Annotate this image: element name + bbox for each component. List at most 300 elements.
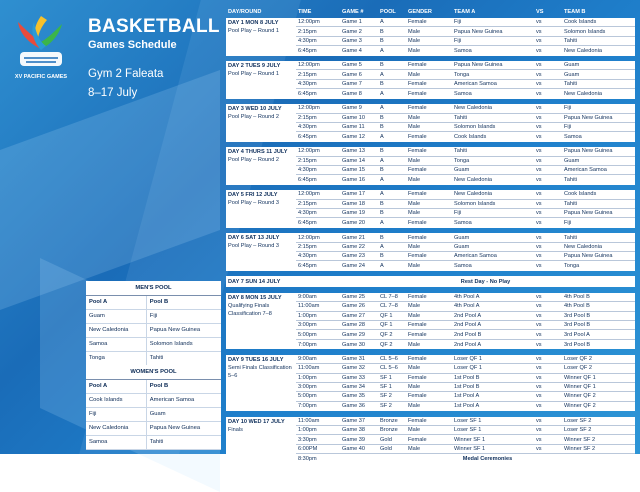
day-block [226, 190, 635, 228]
game-pool: CL 5–6 [380, 355, 398, 362]
game-rows [296, 104, 635, 142]
team-a: Papua New Guinea [454, 62, 503, 69]
team-a: 4th Pool A [454, 303, 480, 310]
game-rows [296, 190, 635, 228]
game-gender: Female [408, 294, 427, 301]
day-label: DAY 9 TUES 16 JULY [228, 356, 284, 363]
vs-label: vs [536, 200, 542, 207]
day-label: DAY 10 WED 17 JULY [228, 418, 285, 425]
pool-b-header: Pool B [146, 379, 221, 393]
col-gender: GENDER [408, 8, 432, 15]
day-label: DAY 7 SUN 14 JULY [228, 278, 281, 285]
round-label: Pool Play – Round 3 [228, 200, 279, 207]
game-time: 1:00pm [298, 374, 317, 381]
team-a: 1st Pool B [454, 374, 480, 381]
day-label-cell [226, 417, 296, 464]
vs-label: vs [536, 445, 542, 452]
game-time: 4:30pm [298, 124, 317, 131]
game-gender: Male [408, 263, 421, 270]
game-time: 2:15pm [298, 200, 317, 207]
vs-label: vs [536, 105, 542, 112]
game-number: Game 12 [342, 133, 366, 140]
table-row [296, 37, 635, 46]
game-number: Game 19 [342, 210, 366, 217]
game-pool: A [380, 90, 384, 97]
table-row [296, 383, 635, 392]
team-a: Fiji [454, 210, 462, 217]
team-b: Tahiti [564, 177, 578, 184]
day-label-cell [226, 233, 296, 271]
day-label: DAY 4 THURS 11 JULY [228, 149, 288, 156]
team-a: Papua New Guinea [454, 28, 503, 35]
game-time: 4:30pm [298, 81, 317, 88]
game-number: Game 18 [342, 200, 366, 207]
day-block [226, 18, 635, 56]
game-number: Game 32 [342, 365, 366, 372]
game-gender: Female [408, 322, 427, 329]
table-row [296, 252, 635, 261]
game-pool: B [380, 81, 384, 88]
team-a: 4th Pool A [454, 294, 480, 301]
table-row [86, 351, 221, 365]
team-b: Papua New Guinea [564, 114, 613, 121]
game-gender: Male [408, 200, 421, 207]
team-a: American Samoa [454, 253, 497, 260]
game-time: 12:00pm [298, 234, 320, 241]
table-row [296, 321, 635, 330]
vs-label: vs [536, 71, 542, 78]
game-gender: Female [408, 167, 427, 174]
pool-team: Fiji [146, 309, 221, 323]
vs-label: vs [536, 62, 542, 69]
game-gender: Female [408, 417, 427, 424]
vs-label: vs [536, 253, 542, 260]
pool-team: Tahiti [146, 435, 221, 449]
day-label-cell [226, 190, 296, 228]
game-pool: SF 1 [380, 384, 392, 391]
game-pool: QF 1 [380, 322, 393, 329]
pool-b-header: Pool B [146, 295, 221, 309]
game-gender: Male [408, 114, 421, 121]
day-label-cell [226, 18, 296, 56]
game-time: 7:00pm [298, 341, 317, 348]
team-b: Tahiti [564, 81, 578, 88]
game-time: 12:00pm [298, 148, 320, 155]
game-number: Game 20 [342, 220, 366, 227]
schedule-header [226, 5, 635, 18]
game-time: 3:00pm [298, 384, 317, 391]
game-pool: A [380, 263, 384, 270]
game-gender: Male [408, 341, 421, 348]
game-pool: A [380, 19, 384, 26]
table-row [296, 402, 635, 411]
game-gender: Male [408, 47, 421, 54]
game-pool: B [380, 62, 384, 69]
game-number: Game 27 [342, 312, 366, 319]
game-gender: Male [408, 71, 421, 78]
team-a: Winner SF 1 [454, 436, 486, 443]
vs-label: vs [536, 191, 542, 198]
table-row [296, 374, 635, 383]
game-gender: Female [408, 19, 427, 26]
table-row [86, 393, 221, 407]
day-block [226, 233, 635, 271]
game-time: 4:30pm [298, 167, 317, 174]
game-gender: Female [408, 62, 427, 69]
game-gender: Female [408, 81, 427, 88]
vs-label: vs [536, 167, 542, 174]
game-number: Game 34 [342, 384, 366, 391]
game-time: 12:00pm [298, 191, 320, 198]
day-label: DAY 5 FRI 12 JULY [228, 192, 278, 199]
team-b: New Caledonia [564, 90, 602, 97]
game-pool: Gold [380, 436, 392, 443]
venue-label: Gym 2 Faleata [88, 68, 164, 80]
day-label-cell [226, 293, 296, 349]
team-b: Fiji [564, 105, 572, 112]
vs-label: vs [536, 384, 542, 391]
team-a: Solomon Islands [454, 124, 496, 131]
day-label-cell [226, 355, 296, 411]
day-label: DAY 1 MON 8 JULY [228, 20, 279, 26]
game-pool: Bronze [380, 417, 398, 424]
round-label: Pool Play – Round 3 [228, 243, 279, 250]
vs-label: vs [536, 294, 542, 301]
team-b: Winner SF 2 [564, 445, 596, 452]
team-b: 3rd Pool B [564, 312, 591, 319]
team-b: Winner QF 2 [564, 403, 596, 410]
game-number: Game 21 [342, 234, 366, 241]
game-time: 6:45pm [298, 47, 317, 54]
team-b: Tonga [564, 263, 580, 270]
game-number: Game 38 [342, 427, 366, 434]
table-row [296, 166, 635, 175]
team-a: 1st Pool B [454, 384, 480, 391]
team-a: Guam [454, 167, 470, 174]
col-vs: VS [536, 8, 544, 15]
vs-label: vs [536, 37, 542, 44]
game-time: 4:30pm [298, 253, 317, 260]
dates-label: 8–17 July [88, 87, 138, 99]
team-b: Winner SF 2 [564, 436, 596, 443]
team-a: Loser QF 1 [454, 365, 482, 372]
game-number: Game 9 [342, 105, 362, 112]
pool-team: Samoa [86, 435, 146, 449]
game-pool: CL 7–8 [380, 294, 398, 301]
team-a: Tahiti [454, 114, 468, 121]
game-time: 4:30pm [298, 37, 317, 44]
vs-label: vs [536, 355, 542, 362]
table-row [296, 114, 635, 123]
team-b: New Caledonia [564, 47, 602, 54]
vs-label: vs [536, 133, 542, 140]
page-title: BASKETBALL [88, 16, 220, 37]
team-b: New Caledonia [564, 243, 602, 250]
team-b: Winner QF 2 [564, 393, 596, 400]
game-number: Game 36 [342, 403, 366, 410]
game-gender: Male [408, 210, 421, 217]
game-time: 1:00pm [298, 427, 317, 434]
team-a: 2nd Pool A [454, 312, 482, 319]
day-label: DAY 2 TUES 9 JULY [228, 63, 281, 70]
team-b: Cook Islands [564, 19, 597, 26]
table-row [296, 417, 635, 426]
game-number: Game 10 [342, 114, 366, 121]
vs-label: vs [536, 303, 542, 310]
team-b: 3rd Pool B [564, 322, 591, 329]
game-pool: B [380, 167, 384, 174]
team-a: Samoa [454, 47, 472, 54]
table-row [296, 330, 635, 339]
pool-a-header: Pool A [86, 379, 146, 393]
game-pool: QF 2 [380, 341, 393, 348]
team-b: Guam [564, 62, 580, 69]
table-row [296, 209, 635, 218]
team-a: Samoa [454, 90, 472, 97]
col-team-b: TEAM B [564, 8, 586, 15]
vs-label: vs [536, 177, 542, 184]
game-pool: B [380, 124, 384, 131]
pacific-games-logo [6, 12, 76, 84]
vs-label: vs [536, 210, 542, 217]
round-label: Pool Play – Round 2 [228, 114, 279, 121]
day-label: DAY 8 MON 15 JULY [228, 294, 282, 301]
game-pool: B [380, 200, 384, 207]
team-b: 4th Pool B [564, 303, 590, 310]
game-pool: B [380, 148, 384, 155]
game-pool: Bronze [380, 427, 398, 434]
table-row [296, 293, 635, 302]
ceremony-time: 8:30pm [298, 455, 317, 462]
rest-day-label: Rest Day - No Play [460, 278, 511, 285]
game-number: Game 16 [342, 177, 366, 184]
team-b: Guam [564, 71, 580, 78]
table-row [296, 200, 635, 209]
womens-pool-title: WOMEN'S POOL [86, 365, 221, 379]
table-row [296, 89, 635, 98]
table-row [296, 61, 635, 70]
game-number: Game 5 [342, 62, 362, 69]
vs-label: vs [536, 312, 542, 319]
game-number: Game 8 [342, 90, 362, 97]
vs-label: vs [536, 365, 542, 372]
game-gender: Male [408, 445, 421, 452]
col-time: TIME [298, 8, 312, 15]
game-pool: A [380, 47, 384, 54]
team-b: Loser QF 2 [564, 355, 592, 362]
game-number: Game 39 [342, 436, 366, 443]
game-number: Game 15 [342, 167, 366, 174]
round-label: Pool Play – Round 1 [228, 28, 279, 34]
vs-label: vs [536, 243, 542, 250]
game-rows [296, 61, 635, 99]
team-a: Loser SF 1 [454, 417, 482, 424]
game-pool: B [380, 253, 384, 260]
game-number: Game 24 [342, 263, 366, 270]
game-gender: Male [408, 384, 421, 391]
game-gender: Male [408, 427, 421, 434]
vs-label: vs [536, 47, 542, 54]
pool-team: Solomon Islands [146, 337, 221, 351]
game-gender: Male [408, 28, 421, 35]
game-number: Game 37 [342, 417, 366, 424]
game-gender: Male [408, 312, 421, 319]
game-number: Game 35 [342, 393, 366, 400]
pool-team: Samoa [86, 337, 146, 351]
game-pool: Gold [380, 445, 392, 452]
pool-a-header: Pool A [86, 295, 146, 309]
game-time: 4:30pm [298, 210, 317, 217]
game-pool: B [380, 210, 384, 217]
ceremony-label: Medal Ceremonies [462, 455, 513, 462]
game-time: 2:15pm [298, 71, 317, 78]
vs-label: vs [536, 341, 542, 348]
day-block [226, 104, 635, 142]
day-block [226, 355, 635, 411]
vs-label: vs [536, 220, 542, 227]
vs-label: vs [536, 436, 542, 443]
team-a: American Samoa [454, 81, 497, 88]
game-pool: A [380, 157, 384, 164]
vs-label: vs [536, 234, 542, 241]
game-rows [296, 233, 635, 271]
game-number: Game 2 [342, 28, 362, 35]
table-row [296, 190, 635, 199]
game-time: 5:00pm [298, 393, 317, 400]
game-rows [296, 293, 635, 349]
vs-label: vs [536, 263, 542, 270]
game-number: Game 3 [342, 37, 362, 44]
game-gender: Male [408, 303, 421, 310]
table-row [86, 421, 221, 435]
table-row [296, 445, 635, 454]
game-time: 6:45pm [298, 220, 317, 227]
pool-team: Guam [86, 309, 146, 323]
game-pool: A [380, 133, 384, 140]
page-subtitle: Games Schedule [88, 39, 177, 51]
team-b: Guam [564, 157, 580, 164]
team-b: Papua New Guinea [564, 148, 613, 155]
day-label-cell [226, 104, 296, 142]
mens-pool-title: MEN'S POOL [86, 281, 221, 295]
game-rows [296, 417, 635, 464]
game-time: 2:15pm [298, 243, 317, 250]
table-row [296, 18, 635, 27]
game-pool: QF 2 [380, 331, 393, 338]
game-gender: Female [408, 436, 427, 443]
game-time: 7:00pm [298, 403, 317, 410]
table-row [296, 104, 635, 113]
team-a: Tonga [454, 71, 470, 78]
womens-pool-table [86, 365, 221, 450]
pool-team: Papua New Guinea [146, 323, 221, 337]
day-label: DAY 6 SAT 13 JULY [228, 235, 280, 242]
vs-label: vs [536, 90, 542, 97]
vs-label: vs [536, 322, 542, 329]
game-pool: QF 1 [380, 312, 393, 319]
game-number: Game 28 [342, 322, 366, 329]
game-time: 5:00pm [298, 331, 317, 338]
team-b: 4th Pool B [564, 294, 590, 301]
team-a: Tahiti [454, 148, 468, 155]
vs-label: vs [536, 81, 542, 88]
team-a: Fiji [454, 37, 462, 44]
game-pool: SF 2 [380, 403, 392, 410]
game-number: Game 26 [342, 303, 366, 310]
game-number: Game 30 [342, 341, 366, 348]
col-day-round: DAY/ROUND [228, 8, 262, 15]
mens-pool-table [86, 281, 221, 366]
col-game: GAME # [342, 8, 364, 15]
game-time: 12:00pm [298, 62, 320, 69]
pool-team: New Caledonia [86, 421, 146, 435]
game-pool: A [380, 191, 384, 198]
round-label: Finals [228, 426, 243, 433]
team-a: Fiji [454, 19, 462, 26]
game-number: Game 11 [342, 124, 365, 131]
team-a: Guam [454, 243, 470, 250]
vs-label: vs [536, 393, 542, 400]
pool-team: Tonga [86, 351, 146, 365]
game-pool: A [380, 105, 384, 112]
game-pool: B [380, 28, 384, 35]
game-gender: Male [408, 124, 421, 131]
day-label: DAY 3 WED 10 JULY [228, 106, 282, 113]
table-row [296, 147, 635, 156]
team-b: 3rd Pool A [564, 331, 590, 338]
game-gender: Female [408, 253, 427, 260]
vs-label: vs [536, 19, 542, 26]
table-row [296, 175, 635, 184]
team-b: Tahiti [564, 234, 578, 241]
team-b: Loser SF 2 [564, 427, 592, 434]
pool-team: American Samoa [146, 393, 221, 407]
table-row [86, 337, 221, 351]
vs-label: vs [536, 114, 542, 121]
game-gender: Female [408, 105, 427, 112]
table-row [296, 233, 635, 242]
game-pool: SF 2 [380, 393, 392, 400]
vs-label: vs [536, 417, 542, 424]
table-row [296, 27, 635, 36]
game-number: Game 4 [342, 47, 362, 54]
game-rows [296, 355, 635, 411]
game-time: 9:00am [298, 355, 317, 362]
table-row [296, 302, 635, 311]
pool-team: Tahiti [146, 351, 221, 365]
game-gender: Female [408, 393, 427, 400]
vs-label: vs [536, 148, 542, 155]
team-b: Tahiti [564, 200, 578, 207]
game-time: 9:00am [298, 294, 317, 301]
team-a: Tonga [454, 157, 470, 164]
game-pool: B [380, 37, 384, 44]
team-b: Loser SF 2 [564, 417, 592, 424]
game-time: 12:00pm [298, 105, 320, 112]
game-pool: A [380, 243, 384, 250]
day-label-cell [226, 147, 296, 185]
team-a: 1st Pool A [454, 393, 480, 400]
team-b: Winner QF 1 [564, 374, 596, 381]
team-b: Solomon Islands [564, 28, 606, 35]
game-number: Game 7 [342, 81, 362, 88]
table-row [86, 323, 221, 337]
game-gender: Female [408, 148, 427, 155]
vs-label: vs [536, 28, 542, 35]
team-a: 2nd Pool A [454, 322, 482, 329]
pool-team: New Caledonia [86, 323, 146, 337]
team-b: 3rd Pool B [564, 341, 591, 348]
